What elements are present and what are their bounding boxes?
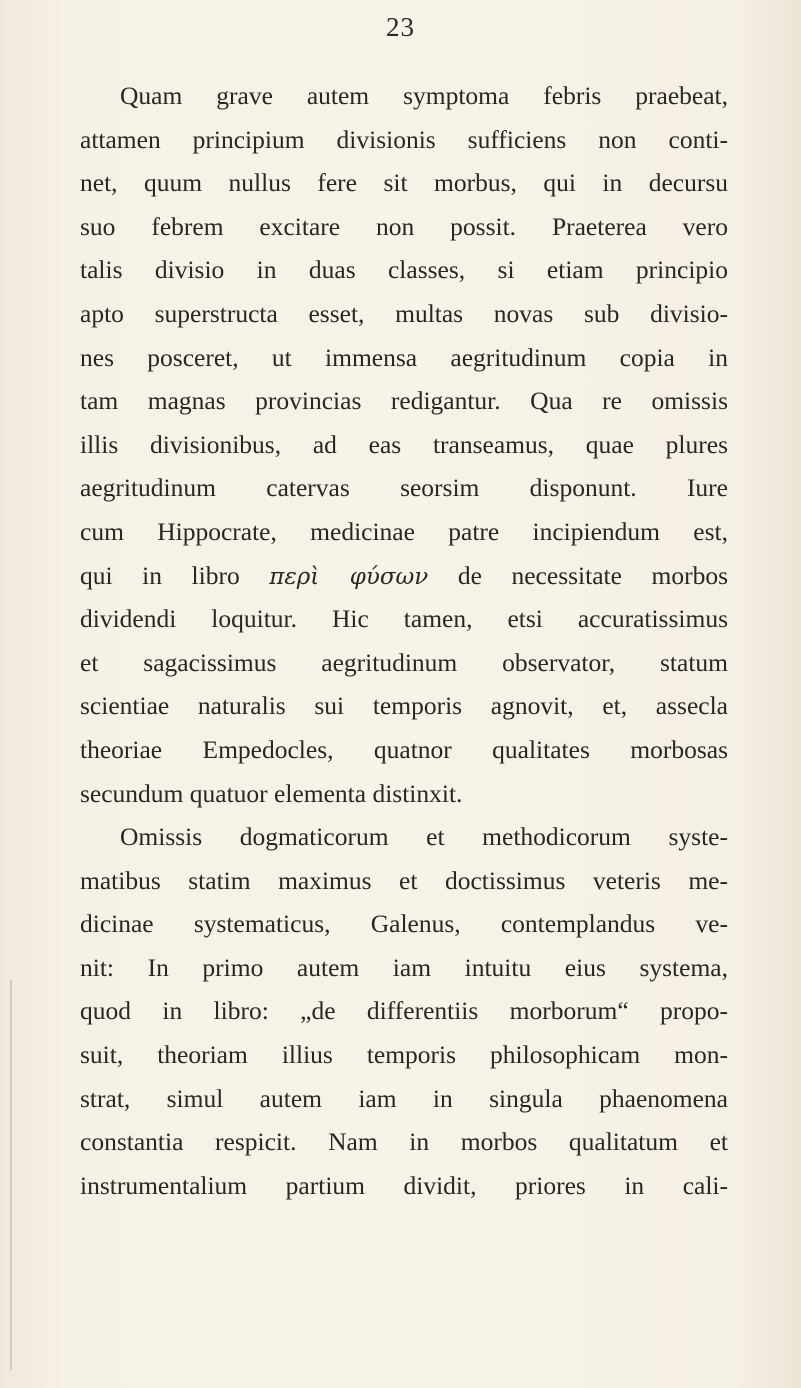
text-line: suit, theoriam illius temporis philosophicam mon- [80,1040,728,1070]
line-suffix: de necessitate morbos [457,560,728,590]
text-line: theoriae Empedocles, quatnor qualitates morbosas [80,734,728,764]
line-prefix: qui in libro [80,560,240,590]
text-line: Quam grave autem symptoma febris praebeat, [120,81,728,110]
page-number: 23 [386,12,415,42]
text-line: nes posceret, ut immensa aegritudinum copia in [80,342,728,372]
text-line: secundum quatuor elementa distinxit. [80,778,463,808]
text-line: constantia respicit. Nam in morbos qualitatum et [80,1127,728,1157]
text-line: talis divisio in duas classes, si etiam principio [80,255,728,285]
text-line-with-greek [80,554,728,598]
greek-title: περὶ φύσων [269,563,429,590]
text-line: nit: In primo autem iam intuitu eius systema, [80,952,728,982]
body-text [80,74,728,1207]
text-line: strat, simul autem iam in singula phaenomena [80,1083,728,1113]
text-line: suo febrem excitare non possit. Praeterea vero [80,211,728,241]
text-line: matibus statim maximus et doctissimus veteris me- [80,865,728,895]
text-line: apto superstructa esset, multas novas sub divisio- [80,298,728,328]
text-line: tam magnas provincias redigantur. Qua re omissis [80,386,728,416]
text-line: scientiae naturalis sui temporis agnovit, et, assecla [80,691,728,721]
text-line: quod in libro: „de differentiis morborum“ propo- [80,996,728,1026]
text-line: instrumentalium partium dividit, priores in cali- [80,1170,728,1200]
margin-shadow [10,980,12,1370]
text-line: et sagacissimus aegritudinum observator, statum [80,647,728,677]
text-line: attamen principium divisionis sufficiens non conti- [80,124,728,154]
text-line: illis divisionibus, ad eas transeamus, quae plures [80,429,728,459]
text-line: aegritudinum catervas seorsim disponunt. Iure [80,473,728,503]
text-line: dividendi loquitur. Hic tamen, etsi accuratissimus [80,604,728,634]
text-line: net, quum nullus fere sit morbus, qui in decursu [80,168,728,198]
text-line: cum Hippocrate, medicinae patre incipiendum est, [80,516,728,546]
text-line: Omissis dogmaticorum et methodicorum syste- [120,822,728,852]
text-line: dicinae systematicus, Galenus, contemplandus ve- [80,909,728,939]
